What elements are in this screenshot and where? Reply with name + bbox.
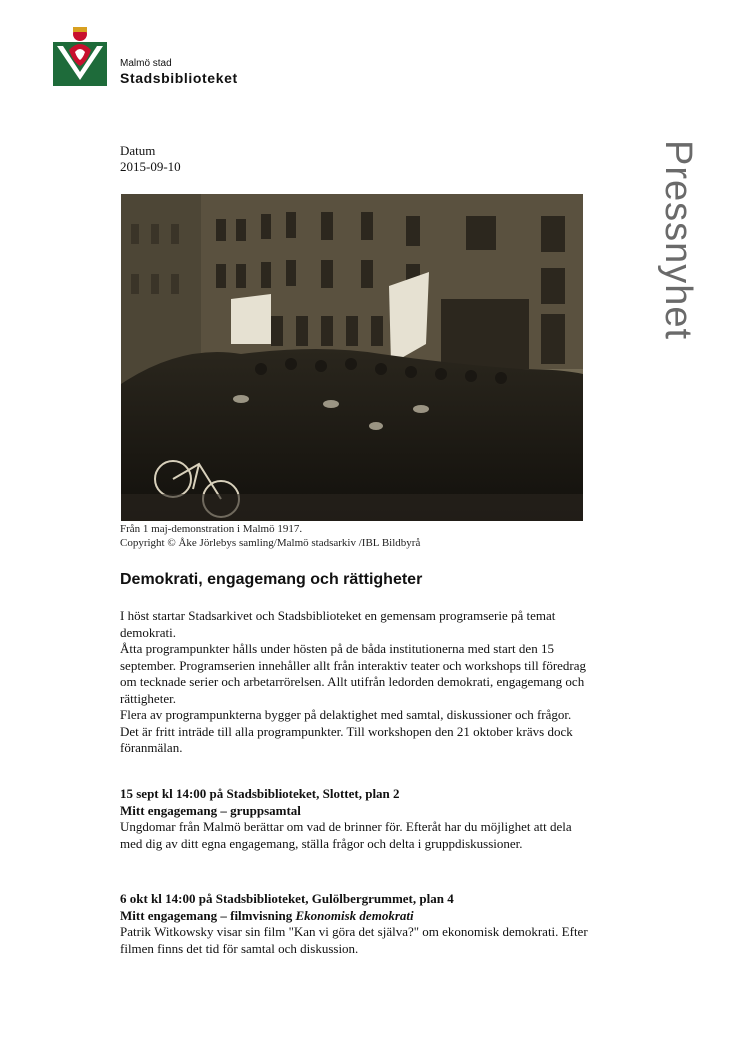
event-title bbox=[120, 908, 590, 925]
caption-line: Från 1 maj-demonstration i Malmö 1917. bbox=[120, 523, 303, 535]
date-block bbox=[120, 143, 181, 175]
event-title-text: Mitt engagemang – gruppsamtal bbox=[120, 802, 301, 818]
city-name: Malmö stad bbox=[120, 58, 172, 69]
organization-name bbox=[120, 58, 238, 87]
event-when: 6 okt kl 14:00 på Stadsbiblioteket, Gulölbergrummet, plan 4 bbox=[120, 891, 454, 906]
event-title-italic: Ekonomisk demokrati bbox=[295, 907, 414, 923]
event-item bbox=[120, 786, 590, 852]
copyright-line: Copyright © Åke Jörlebys samling/Malmö stadsarkiv /IBL Bildbyrå bbox=[120, 537, 421, 549]
historical-photo bbox=[121, 194, 583, 521]
event-title-text: Mitt engagemang – filmvisning bbox=[120, 907, 296, 923]
event-item bbox=[120, 891, 590, 957]
press-label: Pressnyhet bbox=[657, 140, 699, 341]
side-label bbox=[657, 140, 701, 420]
headline: Demokrati, engagemang och rättigheter bbox=[120, 571, 423, 588]
date-label: Datum bbox=[120, 143, 156, 158]
event-desc: Ungdomar från Malmö berättar om vad de brinner för. Efteråt har du möjlighet att dela med dig av ditt egna engagemang, ställa frågor och delta i gruppdiskussioner. bbox=[120, 819, 572, 851]
intro-paragraph: Flera av programpunkterna bygger på delaktighet med samtal, diskussioner och frågor. Det är fritt inträde till alla programpunkter. Till workshopen den 21 oktober krävs dock föranmälan. bbox=[120, 707, 573, 755]
event-title bbox=[120, 803, 590, 820]
intro-paragraph: Åtta programpunkter hålls under hösten på de båda institutionerna med start den 15 september. Programserien innehåller allt från interaktiv teater och workshops till föredrag om tecknade serier och arbetarrörelsen. Allt utifrån ledorden demokrati, engagemang och rättigheter. bbox=[120, 641, 587, 706]
intro-text bbox=[120, 608, 590, 757]
event-desc: Patrik Witkowsky visar sin film "Kan vi göra det själva?" om ekonomisk demokrati. Efter filmen finns det tid för samtal och diskussion. bbox=[120, 924, 588, 956]
event-when: 15 sept kl 14:00 på Stadsbiblioteket, Slottet, plan 2 bbox=[120, 786, 400, 801]
photo-caption bbox=[120, 522, 420, 550]
library-name: Stadsbiblioteket bbox=[120, 70, 238, 86]
intro-paragraph: I höst startar Stadsarkivet och Stadsbiblioteket en gemensam programserie på temat demokrati. bbox=[120, 608, 556, 640]
date-value: 2015-09-10 bbox=[120, 159, 181, 174]
malmo-coat-of-arms-icon bbox=[53, 24, 107, 86]
